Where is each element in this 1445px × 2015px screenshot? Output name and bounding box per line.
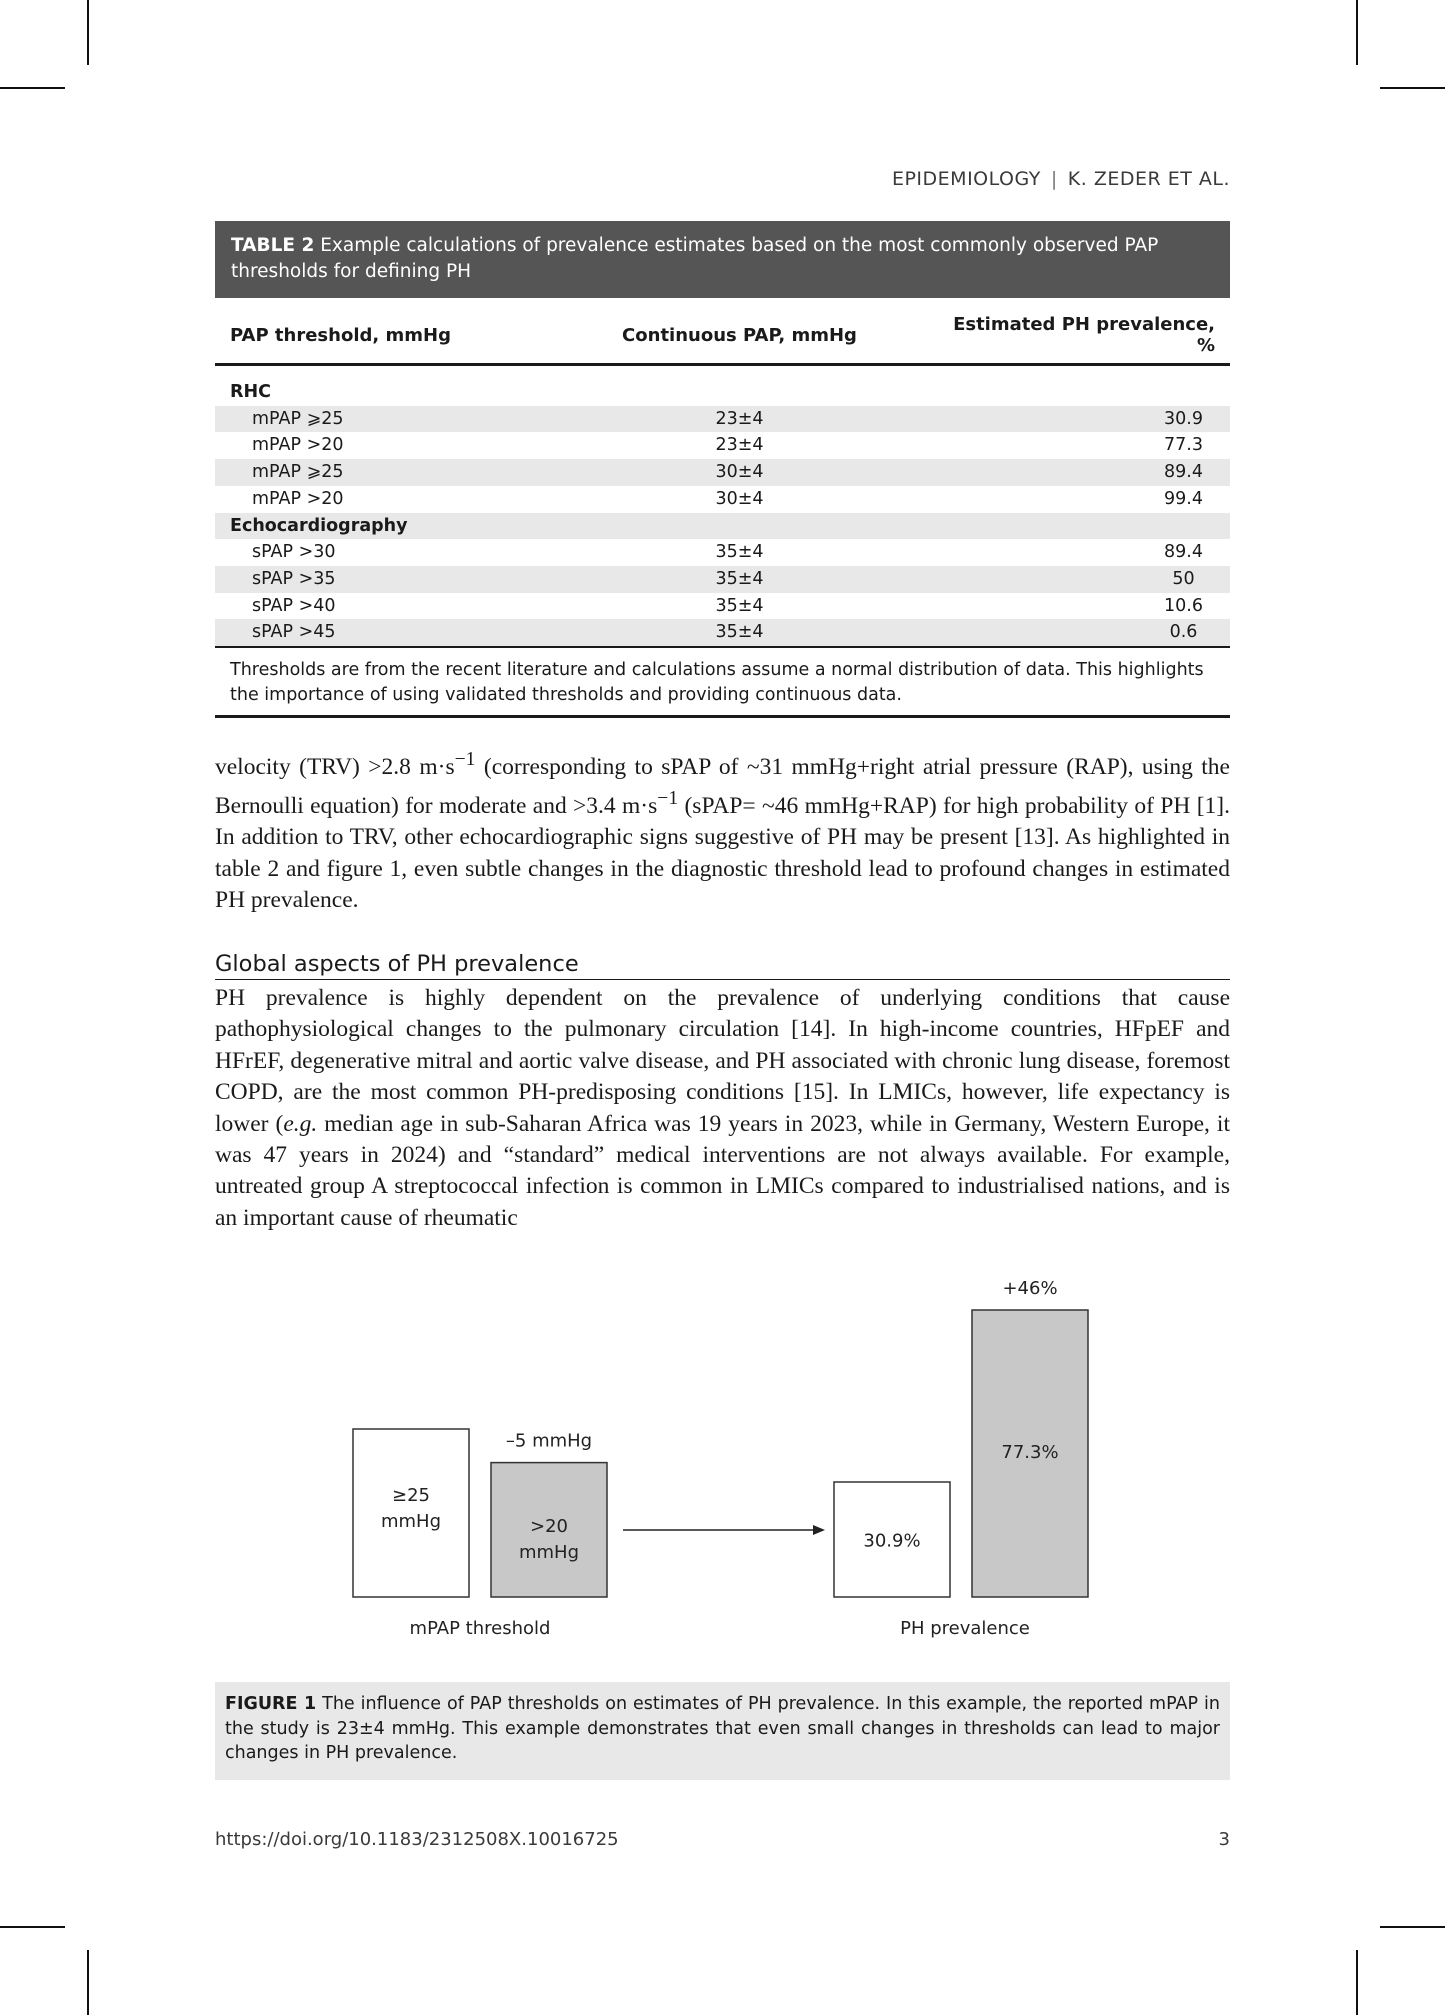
table-row: [215, 486, 1230, 513]
table-row: [215, 566, 1230, 593]
bar-label: mmHg: [518, 1541, 580, 1563]
prevalence-cell: 99.4: [1164, 488, 1203, 509]
table-row: [215, 432, 1230, 459]
section-title: RHC: [230, 382, 271, 402]
threshold-cell: mPAP >20: [252, 435, 344, 456]
doi-link[interactable]: https://doi.org/10.1183/2312508X.10016725: [215, 1829, 619, 1850]
threshold-cell: mPAP >20: [252, 488, 344, 509]
text-run: PH prevalence is highly dependent on the prevalence of underlying conditions that cause pathophysiological changes to the pulmonary circulation [14]. In high-income countries, HFpEF and HFrEF, degenerative mitral and aortic valve disease, and PH associated with chronic lung disease, foremost COPD, are the most common PH-predisposing conditions [15]. In LMICs, however, life expectancy is lower (: [215, 985, 1230, 1137]
superscript: −1: [454, 749, 476, 770]
crop-mark: [0, 87, 65, 89]
threshold-cell: sPAP >45: [215, 619, 552, 646]
table-row: [215, 406, 1230, 433]
table-2: [215, 221, 1230, 718]
continuous-cell: 35±4: [552, 566, 927, 593]
page-footer: [215, 1829, 1230, 1850]
crop-mark: [87, 1950, 89, 2015]
continuous-cell: 35±4: [715, 542, 764, 563]
text-run: (sPAP= ~46 mmHg+RAP) for high probability of PH [1]. In addition to TRV, other echocardiographic signs suggestive of PH may be present [13]. As highlighted in table 2 and figure 1, even subtle changes in the diagnostic threshold lead to profound changes in estimated PH prevalence.: [215, 793, 1230, 914]
header-section: EPIDEMIOLOGY: [891, 168, 1041, 190]
text-run: velocity (TRV) >2.8 m·s: [215, 753, 455, 780]
bar-value-label: 30.9%: [863, 1530, 921, 1552]
text-run: (corresponding to sPAP of ~31 mmHg+right atrial pressure (RAP), using the Bernoulli equation) for moderate and >3.4 m·s: [215, 753, 1230, 820]
table-header-row: [215, 298, 1230, 365]
figure-caption: [215, 1682, 1230, 1780]
prevalence-cell: 89.4: [1164, 542, 1203, 563]
prevalence-cell: 50: [927, 566, 1230, 593]
threshold-cell: mPAP ⩾25: [215, 459, 552, 486]
header-separator: |: [1050, 168, 1058, 190]
bar-label: >20: [530, 1515, 568, 1537]
crop-mark: [1380, 1926, 1445, 1928]
continuous-cell: 30±4: [715, 488, 764, 509]
threshold-cell: sPAP >40: [252, 595, 336, 616]
bar-label: ≥25: [392, 1485, 430, 1506]
bar-value-label: 77.3%: [1001, 1442, 1059, 1463]
figure-label: FIGURE 1: [225, 1694, 317, 1714]
table-footnote: Thresholds are from the recent literature and calculations assume a normal distribution of data. This highlights the importance of using validated thresholds and providing continuous data.: [215, 646, 1230, 718]
crop-mark: [1356, 0, 1358, 65]
running-header: [892, 168, 1230, 190]
table-caption: [215, 221, 1230, 298]
paragraph-global: [215, 983, 1230, 1234]
continuous-cell: 23±4: [552, 406, 927, 433]
bar-annotation: +46%: [1002, 1278, 1058, 1299]
section-heading: Global aspects of PH prevalence: [215, 951, 1230, 980]
table-section-row: [215, 513, 1230, 540]
continuous-cell: 35±4: [552, 619, 927, 646]
crop-mark: [87, 0, 89, 65]
group-label: PH prevalence: [900, 1618, 1030, 1639]
threshold-cell: mPAP ⩾25: [215, 406, 552, 433]
table-caption-text: Example calculations of prevalence estimates based on the most commonly observed PAP thresholds for defining PH: [231, 235, 1159, 282]
prevalence-table: [215, 298, 1230, 646]
italic-text: e.g.: [283, 1110, 318, 1137]
text-run: median age in sub-Saharan Africa was 19 years in 2023, while in Germany, Western Europe, it was 47 years in 2024) and “standard” medical interventions are not always available. For example, untreated group A streptococcal infection is common in LMICs compared to industrialised nations, and is an important cause of rheumatic: [215, 1110, 1230, 1231]
threshold-cell: sPAP >35: [215, 566, 552, 593]
bar-annotation: –5 mmHg: [505, 1430, 593, 1452]
figure-caption-text: The influence of PAP thresholds on estimates of PH prevalence. In this example, the reported mPAP in the study is 23±4 mmHg. This example demonstrates that even small changes in thresholds can lead to major changes in PH prevalence.: [225, 1694, 1220, 1763]
prevalence-cell: 0.6: [927, 619, 1230, 646]
prevalence-cell: 89.4: [927, 459, 1230, 486]
table-row: [215, 459, 1230, 486]
section-title: Echocardiography: [215, 513, 1230, 540]
prevalence-cell: 30.9: [927, 406, 1230, 433]
continuous-cell: 35±4: [715, 595, 764, 616]
crop-mark: [1356, 1950, 1358, 2015]
page-number: 3: [1218, 1829, 1230, 1850]
column-header: Continuous PAP, mmHg: [552, 298, 927, 365]
header-authors: K. ZEDER ET AL.: [1067, 168, 1230, 190]
table-row: [215, 593, 1230, 620]
column-header: PAP threshold, mmHg: [215, 298, 552, 365]
table-row: [215, 539, 1230, 566]
figure-svg: [215, 1255, 1230, 1655]
table-label: TABLE 2: [231, 235, 315, 256]
figure-1: [215, 1255, 1230, 1655]
crop-mark: [1380, 87, 1445, 89]
continuous-cell: 23±4: [715, 435, 764, 456]
threshold-cell: sPAP >30: [252, 542, 336, 563]
column-header: Estimated PH prevalence, %: [927, 298, 1230, 365]
paragraph-trv: [215, 744, 1230, 917]
table-section-row: [215, 379, 1230, 406]
prevalence-cell: 10.6: [1164, 595, 1203, 616]
superscript: −1: [657, 788, 679, 810]
crop-mark: [0, 1926, 65, 1928]
table-row: [215, 619, 1230, 646]
prevalence-cell: 77.3: [1164, 435, 1203, 456]
continuous-cell: 30±4: [552, 459, 927, 486]
group-label: mPAP threshold: [409, 1618, 551, 1639]
bar-label: mmHg: [380, 1511, 442, 1532]
